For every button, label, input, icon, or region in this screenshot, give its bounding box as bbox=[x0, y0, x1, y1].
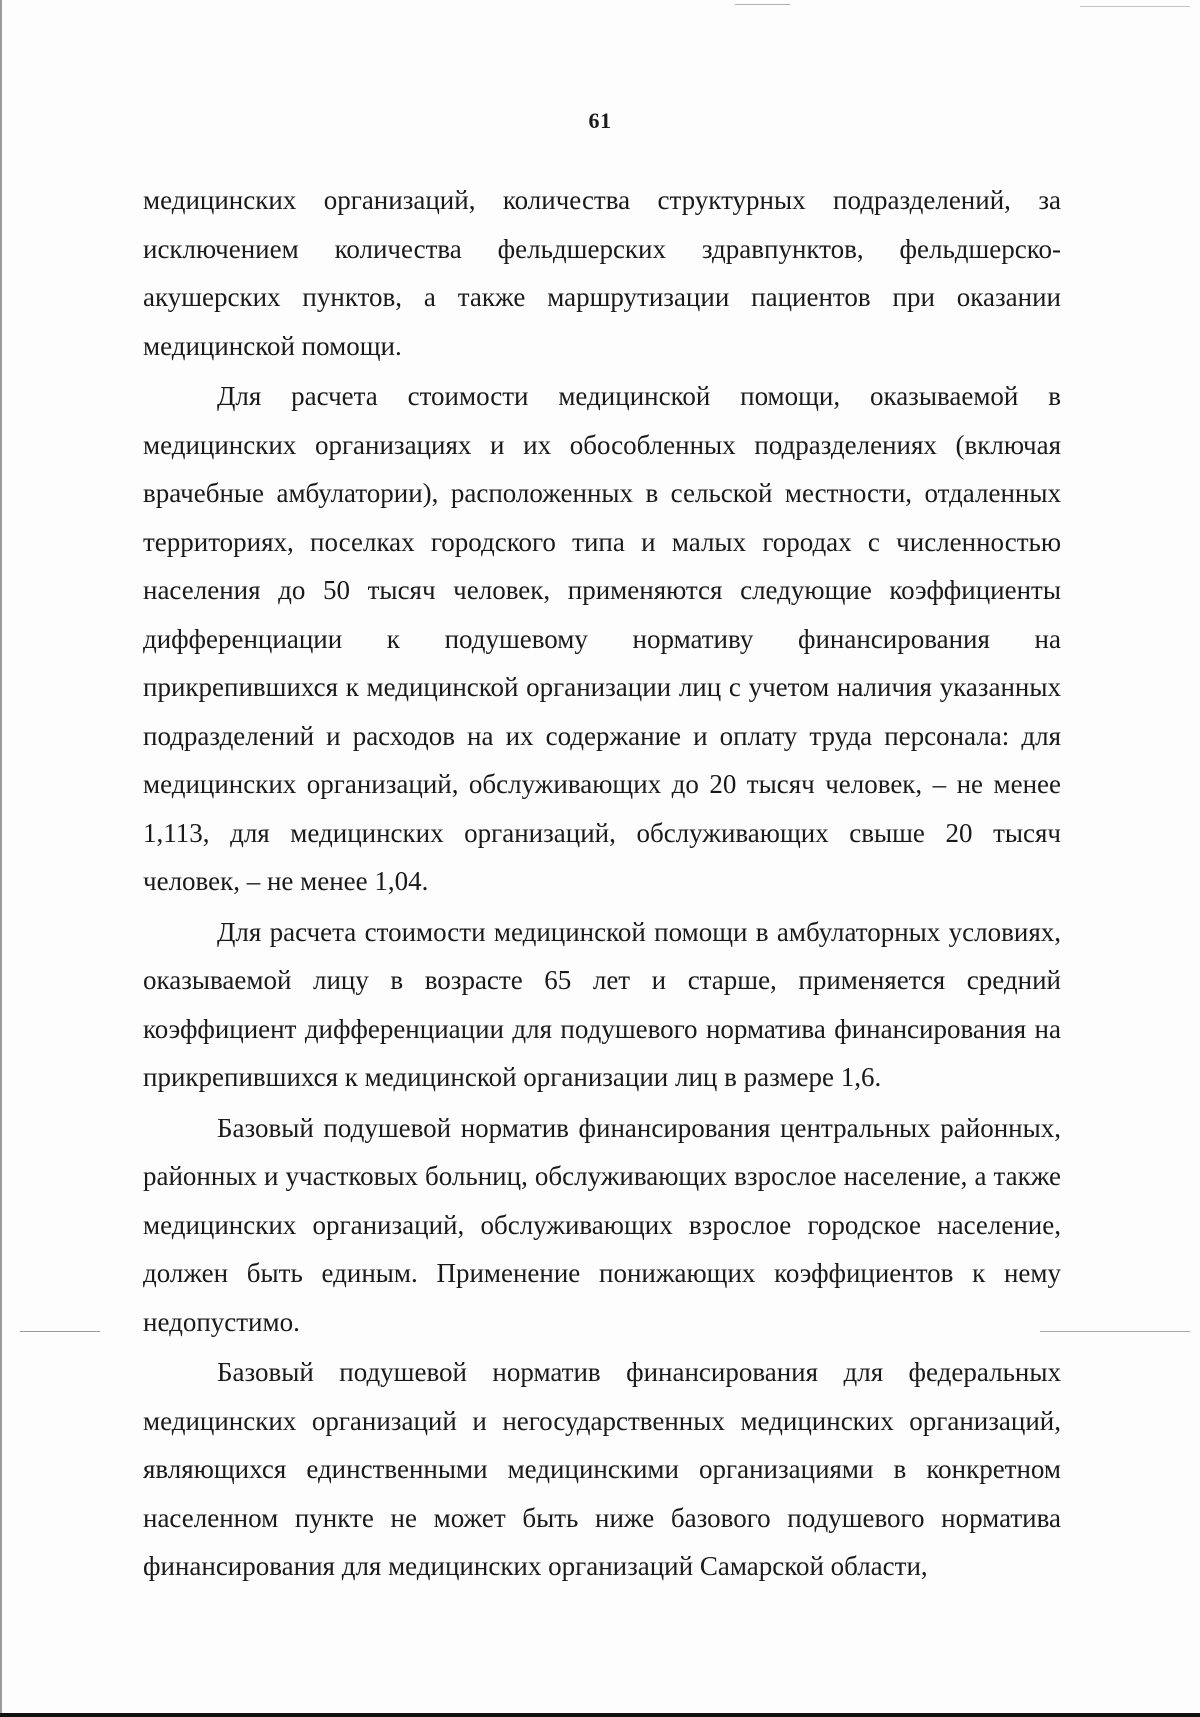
paragraph-5: Базовый подушевой норматив финансирования для федеральных медицинских организаций и негосударственных медицинских организаций, являющихся единственными медицинскими организациями в конкретном населенном пункте не может быть ниже базового подушевого норматива финансирования для медицинских организаций Самарской области, bbox=[143, 1357, 1061, 1581]
scan-artifact bbox=[735, 4, 790, 5]
scan-bottom-edge bbox=[0, 1713, 1200, 1717]
scan-artifact bbox=[1080, 6, 1190, 7]
scan-left-edge bbox=[0, 0, 2, 1717]
paragraph-4: Базовый подушевой норматив финансирования центральных районных, районных и участковых больниц, обслуживающих взрослое население, а также медицинских организаций, обслуживающих взрослое городское население, должен быть единым. Применение понижающих коэффициентов к нему недопустимо. bbox=[143, 1112, 1061, 1337]
paragraph-2: Для расчета стоимости медицинской помощи, оказываемой в медицинских организациях и их обособленных подразделениях (включая врачебные амбулатории), расположенных в сельской местности, отдаленных территориях, поселках городского типа и малых городах с численностью населения до 50 тысяч человек, применяются следующие коэффициенты дифференциации к подушевому нормативу финансирования на прикрепившихся к медицинской организации лиц с учетом наличия указанных подразделений и расходов на их содержание и оплату труда персонала: для медицинских организаций, обслуживающих до 20 тысяч человек, – не менее 1,113, для медицинских организаций, обслуживающих свыше 20 тысяч человек, – не менее 1,04. bbox=[143, 381, 1061, 896]
document-body bbox=[143, 176, 1061, 1593]
scan-artifact bbox=[20, 1331, 100, 1332]
paragraph-3: Для расчета стоимости медицинской помощи в амбулаторных условиях, оказываемой лицу в возрасте 65 лет и старше, применяется средний коэффициент дифференциации для подушевого норматива финансирования на прикрепившихся к медицинской организации лиц в размере 1,6. bbox=[143, 916, 1061, 1092]
scan-artifact bbox=[1040, 1331, 1190, 1332]
paragraph-1: медицинских организаций, количества структурных подразделений, за исключением количества фельдшерских здравпунктов, фельдшерско-акушерских пунктов, а также маршрутизации пациентов при оказании медицинской помощи. bbox=[143, 185, 1061, 361]
page-number: 61 bbox=[588, 108, 612, 133]
